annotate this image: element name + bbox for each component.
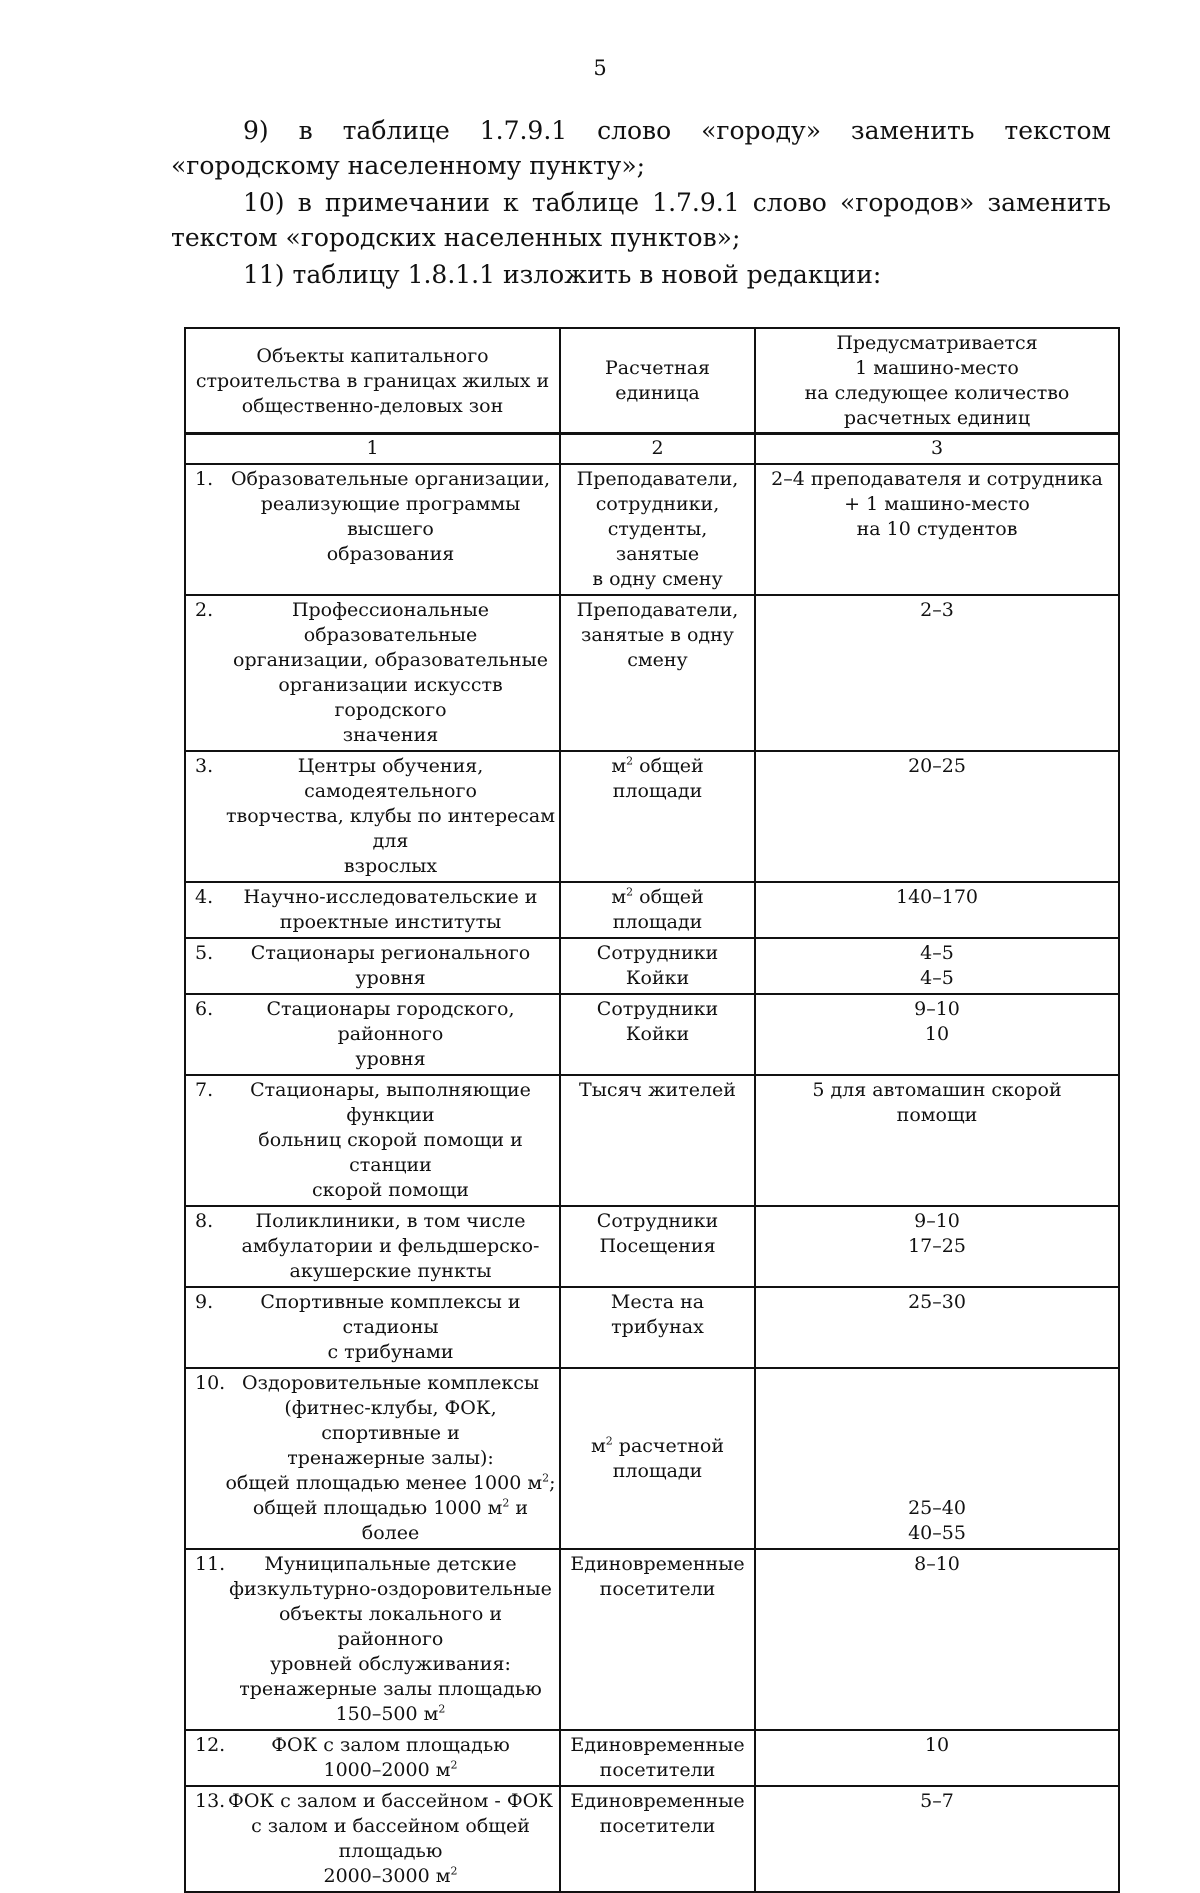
text-fragment: Сотрудники [596, 998, 719, 1020]
unit-cell [560, 1206, 755, 1287]
text-fragment: уровня [355, 1048, 426, 1070]
text-fragment: м [590, 1434, 606, 1457]
object-cell [185, 595, 560, 751]
object-text [225, 941, 556, 991]
object-cell [185, 1287, 560, 1368]
text-fragment: 2000–3000 м [323, 1865, 451, 1887]
cell-line [759, 492, 1115, 517]
text-fragment: в одну смену [592, 568, 723, 590]
cell-line [759, 966, 1115, 991]
cell-line [759, 1789, 1115, 1814]
text-fragment: 8–10 [914, 1553, 960, 1575]
object-text [225, 997, 556, 1072]
cell-line [225, 1471, 556, 1496]
unit-cell [560, 994, 755, 1075]
unit-cell [560, 595, 755, 751]
paragraph-11: 11) таблицу 1.8.1.1 изложить в новой редакции: [243, 260, 882, 289]
cell-line [759, 997, 1115, 1022]
text-fragment: Стационары регионального уровня [250, 942, 531, 989]
cell-line [225, 885, 556, 910]
text-fragment: Единовременные [570, 1790, 745, 1812]
object-text [225, 598, 556, 748]
text-fragment: 140–170 [895, 886, 979, 908]
superscript: 2 [542, 1471, 550, 1485]
value-cell [755, 882, 1119, 938]
cell-line [225, 1652, 556, 1677]
cell-line [564, 941, 751, 966]
text-fragment: Муниципальные детские [264, 1553, 517, 1575]
text-fragment: Места на трибунах [610, 1291, 705, 1338]
text-fragment: образования [326, 543, 455, 565]
cell-line [225, 1259, 556, 1284]
cell-line [759, 1078, 1115, 1103]
cell-line [225, 492, 556, 542]
cell-line [225, 1733, 556, 1758]
row-number: 1. [195, 468, 214, 490]
text-fragment: Поликлиники, в том числе [255, 1210, 526, 1232]
text-fragment: ФОК с залом и бассейном - ФОК [228, 1790, 553, 1812]
row-number: 12. [195, 1734, 226, 1756]
text-fragment: ФОК с залом площадью [271, 1734, 510, 1756]
value-cell [755, 1287, 1119, 1368]
cell-line [759, 1552, 1115, 1577]
text-fragment: студенты, занятые [607, 518, 708, 565]
cell-line [225, 1178, 556, 1203]
text-fragment: 25–30 [908, 1291, 966, 1313]
cell-line [564, 598, 751, 623]
text-fragment: объекты локального и районного [278, 1603, 503, 1650]
cell-line [225, 673, 556, 723]
object-cell [185, 1075, 560, 1206]
text-fragment: организации, образовательные [233, 649, 548, 671]
cell-line [225, 1789, 556, 1814]
object-cell [185, 1730, 560, 1786]
text-fragment: и более [361, 1497, 529, 1544]
header-parking-line: 1 машино-место [855, 357, 1019, 379]
cell-line [564, 1234, 751, 1259]
cell-line [225, 997, 556, 1047]
object-text [225, 1552, 556, 1727]
unit-cell [560, 1549, 755, 1730]
table-row [185, 1368, 1119, 1549]
text-fragment: посетители [599, 1578, 716, 1600]
cell-line [759, 1733, 1115, 1758]
cell-line [564, 1758, 751, 1783]
text-fragment: 5 для автомашин скорой [812, 1079, 1062, 1101]
unit-cell [560, 1075, 755, 1206]
text-fragment: 9–10 [914, 998, 960, 1020]
text-fragment: м [611, 755, 627, 777]
cell-line [225, 1396, 556, 1446]
table-row [185, 1287, 1119, 1368]
row-number: 8. [195, 1210, 214, 1232]
text-fragment: Посещения [599, 1235, 716, 1257]
cell-line [564, 492, 751, 517]
object-text [225, 467, 556, 567]
cell-line [564, 1733, 751, 1758]
text-fragment: Сотрудники [596, 942, 719, 964]
object-text [225, 754, 556, 879]
cell-line [225, 1864, 556, 1889]
table-row [185, 882, 1119, 938]
text-fragment: общей площади [612, 755, 704, 802]
superscript: 2 [626, 885, 634, 899]
object-cell [185, 1549, 560, 1730]
superscript: 2 [450, 1864, 458, 1878]
cell-line [225, 1677, 556, 1702]
cell-line [225, 1340, 556, 1365]
cell-line [225, 1496, 556, 1546]
value-cell [755, 1075, 1119, 1206]
text-fragment: организации искусств городского [278, 674, 503, 721]
unit-cell [560, 1730, 755, 1786]
object-text [225, 1209, 556, 1284]
text-fragment: Преподаватели, [576, 468, 739, 490]
cell-line [564, 1577, 751, 1602]
text-fragment: на 10 студентов [856, 518, 1018, 540]
text-fragment: Стационары, выполняющие функции [250, 1079, 531, 1126]
row-number: 4. [195, 886, 214, 908]
text-fragment: 17–25 [908, 1235, 966, 1257]
cell-line [225, 1290, 556, 1340]
cell-line [564, 1789, 751, 1814]
table-row [185, 464, 1119, 595]
header-unit: Расчетная единица [560, 328, 755, 434]
cell-line [225, 598, 556, 648]
text-fragment: Стационары городского, районного [266, 998, 515, 1045]
object-text [225, 1078, 556, 1203]
text-fragment: физкультурно-оздоровительные [229, 1578, 552, 1600]
unit-cell [560, 751, 755, 882]
object-cell [185, 994, 560, 1075]
cell-line [759, 1022, 1115, 1047]
value-cell [755, 1206, 1119, 1287]
text-fragment: с залом и бассейном общей площадью [251, 1815, 530, 1862]
text-fragment: 1000–2000 м [323, 1759, 451, 1781]
object-cell [185, 938, 560, 994]
superscript: 2 [626, 754, 634, 768]
cell-line [564, 966, 751, 991]
object-cell [185, 464, 560, 595]
text-fragment: 5–7 [920, 1790, 954, 1812]
cell-line [225, 1047, 556, 1072]
object-text [225, 1290, 556, 1365]
object-cell [185, 1368, 560, 1549]
text-fragment: Преподаватели, [576, 599, 739, 621]
cell-line [564, 1459, 751, 1484]
text-fragment: Единовременные [570, 1734, 745, 1756]
cell-line [564, 567, 751, 592]
row-number: 3. [195, 755, 214, 777]
cell-line [759, 598, 1115, 623]
value-cell [755, 595, 1119, 751]
text-fragment: значения [342, 724, 439, 746]
row-number: 6. [195, 998, 214, 1020]
unit-cell [560, 1287, 755, 1368]
cell-line [225, 1577, 556, 1602]
table-row [185, 595, 1119, 751]
column-numbers-row [185, 433, 1119, 464]
unit-cell [560, 882, 755, 938]
cell-line [225, 1552, 556, 1577]
text-fragment: Тысяч жителей [579, 1079, 736, 1101]
text-fragment: 25–40 [908, 1497, 966, 1519]
text-fragment: общей площадью 1000 м [252, 1497, 503, 1519]
cell-line [225, 1702, 556, 1727]
cell-line [225, 1758, 556, 1783]
text-fragment: м [611, 886, 627, 908]
cell-line [759, 467, 1115, 492]
table-row [185, 1075, 1119, 1206]
text-fragment: 4–5 [920, 967, 954, 989]
cell-line [225, 1128, 556, 1178]
text-fragment: Научно-исследовательские и [243, 886, 538, 908]
cell-line [564, 1552, 751, 1577]
text-fragment: взрослых [343, 855, 438, 877]
value-cell [755, 751, 1119, 882]
table-row [185, 1549, 1119, 1730]
cell-line [564, 623, 751, 673]
cell-line [225, 754, 556, 804]
value-cell [755, 938, 1119, 994]
text-fragment: реализующие программы высшего [260, 493, 521, 540]
cell-line [225, 1814, 556, 1864]
text-fragment: 20–25 [908, 755, 966, 777]
value-cell [755, 994, 1119, 1075]
value-cell [755, 1730, 1119, 1786]
column-number: 1 [185, 433, 560, 464]
paragraph-10: 10) в примечании к таблице 1.7.9.1 слово «городов» заменить текстом «городских населенных пунктов»; [171, 188, 1111, 252]
superscript: 2 [502, 1496, 510, 1510]
header-parking [755, 328, 1119, 434]
text-fragment: посетители [599, 1759, 716, 1781]
row-number: 2. [195, 599, 214, 621]
text-fragment: + 1 машино-место [844, 493, 1030, 515]
text-fragment: тренажерные залы площадью [239, 1678, 542, 1700]
cell-line [564, 997, 751, 1022]
text-fragment: акушерские пункты [289, 1260, 492, 1282]
text-fragment: скорой помощи [312, 1179, 469, 1201]
text-fragment: Центры обучения, самодеятельного [297, 755, 484, 802]
text-fragment: 150–500 м [335, 1703, 439, 1725]
cell-line [225, 1078, 556, 1128]
text-fragment: общей площадью менее 1000 м [225, 1472, 543, 1494]
text-fragment: Спортивные комплексы и стадионы [260, 1291, 521, 1338]
cell-line [564, 517, 751, 567]
cell-line [564, 754, 751, 804]
cell-line [759, 1496, 1115, 1521]
parking-norms-table [184, 432, 1120, 1893]
table-row [185, 1206, 1119, 1287]
table-body [185, 433, 1119, 1892]
cell-line [759, 941, 1115, 966]
text-fragment: творчества, клубы по интересам для [226, 805, 555, 852]
text-fragment: 4–5 [920, 942, 954, 964]
object-cell [185, 751, 560, 882]
cell-line [759, 1209, 1115, 1234]
text-fragment: Сотрудники [596, 1210, 719, 1232]
text-fragment: площади [612, 1459, 703, 1482]
text-fragment: расчетной [612, 1434, 725, 1457]
cell-line [564, 1022, 751, 1047]
row-number: 5. [195, 942, 214, 964]
object-cell [185, 1206, 560, 1287]
object-cell [185, 882, 560, 938]
unit-cell [560, 464, 755, 595]
text-fragment: занятые в одну смену [581, 624, 734, 671]
cell-line [225, 1209, 556, 1234]
cell-line [564, 1078, 751, 1103]
cell-line [564, 1434, 751, 1459]
text-fragment: общей площади [612, 886, 704, 933]
row-number: 7. [195, 1079, 214, 1101]
cell-line [225, 854, 556, 879]
cell-line [759, 1103, 1115, 1128]
value-cell [755, 1368, 1119, 1549]
cell-line [564, 1290, 751, 1340]
text-fragment: (фитнес-клубы, ФОК, спортивные и [284, 1397, 497, 1444]
cell-line [564, 885, 751, 935]
unit-cell [560, 1786, 755, 1892]
cell-line [225, 1602, 556, 1652]
column-number: 2 [560, 433, 755, 464]
cell-line [225, 1446, 556, 1471]
text-fragment: ; [549, 1472, 556, 1494]
cell-line [225, 1234, 556, 1259]
text-fragment: Образовательные организации, [230, 468, 551, 490]
text-fragment: Оздоровительные комплексы [242, 1372, 539, 1394]
page-number: 5 [593, 56, 607, 80]
table-row [185, 1786, 1119, 1892]
header-parking-line: Предусматривается [836, 332, 1038, 354]
cell-line [225, 467, 556, 492]
text-fragment: с трибунами [327, 1341, 454, 1363]
superscript: 2 [450, 1758, 458, 1772]
cell-line [759, 1521, 1115, 1546]
table-row [185, 938, 1119, 994]
text-fragment: сотрудники, [595, 493, 720, 515]
value-cell [755, 1549, 1119, 1730]
column-number: 3 [755, 433, 1119, 464]
text-fragment: уровней обслуживания: [270, 1653, 511, 1675]
table-row [185, 751, 1119, 882]
object-text [225, 885, 556, 935]
object-cell [185, 1786, 560, 1892]
object-text [225, 1371, 556, 1546]
text-fragment: 2–4 преподавателя и сотрудника [771, 468, 1103, 490]
cell-line [225, 648, 556, 673]
cell-line [759, 754, 1115, 779]
text-fragment: 10 [924, 1734, 950, 1756]
text-fragment: амбулатории и фельдшерско- [241, 1235, 540, 1257]
paragraph-9: 9) в таблице 1.7.9.1 слово «городу» заменить текстом «городскому населенному пункту»; [171, 116, 1111, 180]
row-number: 13. [195, 1790, 226, 1812]
text-fragment: проектные институты [279, 911, 502, 933]
text-fragment: 9–10 [914, 1210, 960, 1232]
header-parking-line: на следующее количество [804, 382, 1070, 404]
text-fragment: помощи [896, 1104, 978, 1126]
value-cell [755, 464, 1119, 595]
cell-line [225, 1371, 556, 1396]
body-text [171, 113, 1111, 294]
text-fragment: Профессиональные образовательные [291, 599, 490, 646]
unit-cell [560, 938, 755, 994]
text-fragment: 40–55 [908, 1522, 966, 1544]
object-text [225, 1733, 556, 1783]
table-row [185, 1730, 1119, 1786]
cell-line [759, 517, 1115, 542]
text-fragment: посетители [599, 1815, 716, 1837]
row-number: 11. [195, 1553, 226, 1575]
row-number: 9. [195, 1291, 214, 1313]
text-fragment: 2–3 [920, 599, 954, 621]
header-objects: Объекты капитального строительства в границах жилых и общественно-деловых зон [185, 328, 560, 434]
superscript: 2 [438, 1702, 446, 1716]
row-number: 10. [195, 1372, 226, 1394]
cell-line [225, 723, 556, 748]
text-fragment: больниц скорой помощи и станции [258, 1129, 523, 1176]
object-text [225, 1789, 556, 1889]
table-header [184, 327, 1120, 435]
cell-line [225, 542, 556, 567]
cell-line [759, 885, 1115, 910]
cell-line [759, 1234, 1115, 1259]
value-cell [755, 1786, 1119, 1892]
cell-line [759, 1290, 1115, 1315]
cell-line [225, 804, 556, 854]
cell-line [564, 1209, 751, 1234]
text-fragment: тренажерные залы): [287, 1447, 494, 1469]
unit-cell [560, 1368, 755, 1549]
table-row [185, 994, 1119, 1075]
header-parking-line: расчетных единиц [843, 407, 1031, 429]
text-fragment: 10 [924, 1023, 950, 1045]
cell-line [225, 941, 556, 991]
text-fragment: Единовременные [570, 1553, 745, 1575]
cell-line [564, 467, 751, 492]
text-fragment: Койки [625, 967, 690, 989]
cell-line [564, 1814, 751, 1839]
text-fragment: Койки [625, 1023, 690, 1045]
superscript: 2 [605, 1434, 613, 1448]
cell-line [225, 910, 556, 935]
